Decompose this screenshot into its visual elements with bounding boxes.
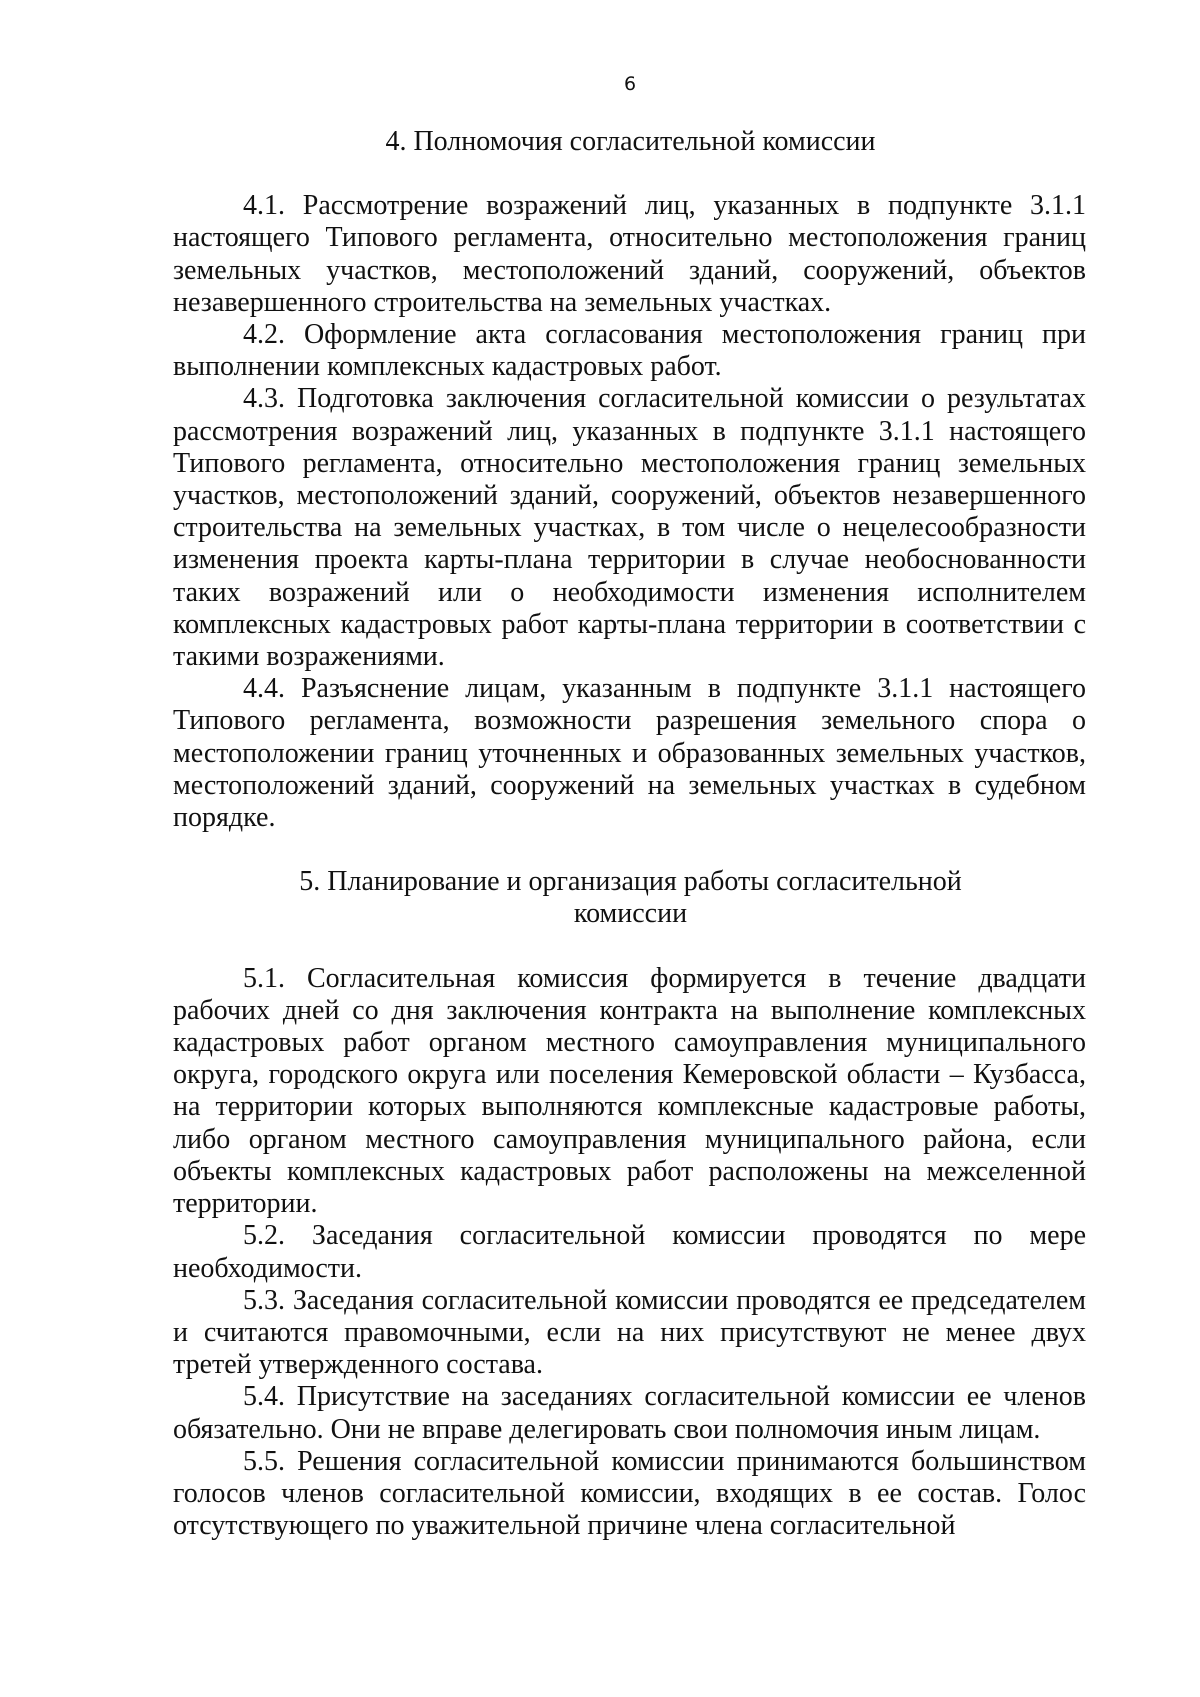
paragraph-5-1: 5.1. Согласительная комиссия формируется в течение двадцати рабочих дней со дня заключения контракта на выполнение комплексных кадастровых работ органом местного самоуправления муниципального округа, городского округа или поселения Кемеровской области – Кузбасса, на территории которых выполняются комплексные кадастровые работы, либо органом местного самоуправления муниципального района, если объекты комплексных кадастровых работ расположены на межселенной территории. <box>173 962 1086 1220</box>
paragraph-5-2: 5.2. Заседания согласительной комиссии проводятся по мере необходимости. <box>173 1220 1086 1284</box>
paragraph-5-4: 5.4. Присутствие на заседаниях согласительной комиссии ее членов обязательно. Они не вправе делегировать свои полномочия иным лицам. <box>173 1381 1086 1445</box>
paragraph-4-4: 4.4. Разъяснение лицам, указанным в подпункте 3.1.1 настоящего Типового регламента, возможности разрешения земельного спора о местоположении границ уточненных и образованных земельных участков, местоположений зданий, сооружений на земельных участках в судебном порядке. <box>173 673 1086 834</box>
section-4-title: 4. Полномочия согласительной комиссии <box>385 126 876 157</box>
paragraph-4-1: 4.1. Рассмотрение возражений лиц, указанных в подпункте 3.1.1 настоящего Типового регламента, относительно местоположения границ земельных участков, местоположений зданий, сооружений, объектов незавершенного строительства на земельных участках. <box>173 190 1086 318</box>
document-body <box>173 126 1086 1542</box>
paragraph-4-2: 4.2. Оформление акта согласования местоположения границ при выполнении комплексных кадастровых работ. <box>173 319 1086 383</box>
paragraph-5-3: 5.3. Заседания согласительной комиссии проводятся ее председателем и считаются правомочными, если на них присутствуют не менее двух третей утвержденного состава. <box>173 1284 1086 1381</box>
page-number: 6 <box>623 73 637 95</box>
section-5-title <box>173 866 1086 930</box>
paragraph-4-3: 4.3. Подготовка заключения согласительной комиссии о результатах рассмотрения возражений лиц, указанных в подпункте 3.1.1 настоящего Типового регламента, относительно местоположения границ земельных участков, местоположений зданий, сооружений, объектов незавершенного строительства на земельных участках, в том числе о нецелесообразности изменения проекта карты-плана территории в случае необоснованности таких возражений или о необходимости изменения исполнителем комплексных кадастровых работ карты-плана территории в соответствии с такими возражениями. <box>173 383 1086 673</box>
paragraph-5-5: 5.5. Решения согласительной комиссии принимаются большинством голосов членов согласительной комиссии, входящих в ее состав. Голос отсутствующего по уважительной причине члена согласительной <box>173 1445 1086 1542</box>
section-5-title-line-2: комиссии <box>573 898 688 930</box>
section-5-title-line-1: 5. Планирование и организация работы согласительной <box>299 866 962 898</box>
